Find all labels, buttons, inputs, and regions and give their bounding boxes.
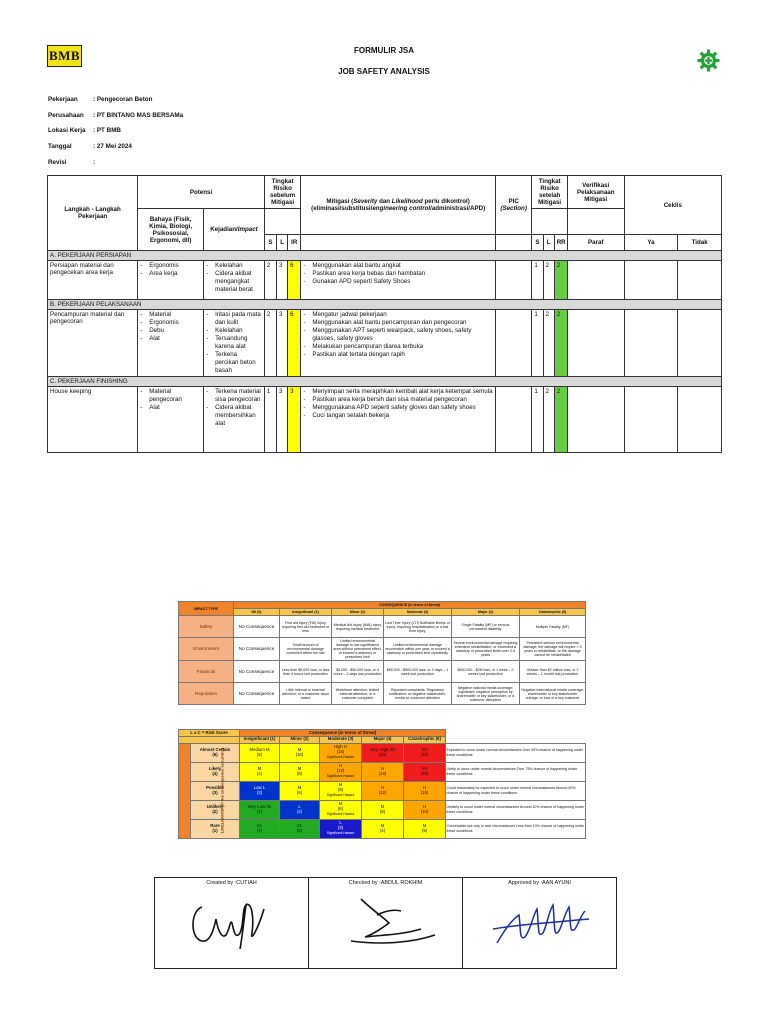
signature-created: [155, 878, 309, 969]
risk-score-cell: [320, 800, 362, 819]
consequence-cell: Multiple Fatality (MF): [520, 616, 586, 638]
likelihood-description: Could reasonably be expected to occur under normal circumstances Around 50% chance of happening under these conditions: [446, 781, 586, 800]
mitigasi-item: - Mengatur jadwal pekerjaan: [303, 311, 493, 319]
risk-level: M: [297, 746, 302, 752]
header-ya: Ya: [624, 235, 678, 251]
signature-aan-icon: [485, 889, 595, 955]
info-row-revisi: [48, 159, 183, 175]
risk-score: (2): [296, 827, 303, 833]
bahaya-item: - Alat: [140, 335, 201, 343]
risk-score: (3): [256, 789, 263, 795]
risk-matrix: [178, 729, 586, 839]
logo-text: BMB: [48, 48, 81, 63]
consequence-table: [178, 601, 586, 705]
risk-score: (12): [336, 768, 345, 774]
s-cell: 2: [264, 261, 276, 300]
risk-score-cell: [320, 743, 362, 762]
risk-level: VL: [256, 822, 263, 828]
l2-cell: 2: [543, 261, 554, 300]
tidak-cell[interactable]: [678, 310, 722, 377]
consequence-cell: Limited environmental damage to low significance area without permanent effect, or exceed a statutory or prescribed limit: [333, 639, 382, 659]
header-tidak: Tidak: [678, 235, 722, 251]
paraf-cell[interactable]: [567, 310, 624, 377]
consequence-cell: Single Fatality (MF) or serious permanent disability: [452, 616, 520, 638]
form-title: FORMULIR JSA: [354, 46, 414, 55]
header-potensi: Potensi: [138, 176, 265, 209]
info-row-tanggal: [48, 143, 183, 159]
header-blank-after: [532, 209, 567, 235]
risk-level: H: [380, 765, 385, 771]
kejadian-item: - Kelelahan: [206, 262, 262, 270]
risk-score: (4): [379, 827, 386, 833]
ir-cell: 3: [288, 387, 301, 453]
risk-score-cell: [362, 800, 404, 819]
risk-score: (12): [378, 789, 387, 795]
kejadian-item: - Iritasi pada mata dan kulit: [206, 311, 262, 327]
risk-level: H: [338, 763, 343, 769]
bahaya-cell: [138, 310, 204, 377]
s2-cell: 1: [532, 310, 543, 377]
risk-level: L: [339, 820, 342, 826]
mitigasi-item: - Menyimpan serta merapihkan kembali alat kerja ketempat semula: [303, 388, 493, 396]
consequence-cell: No Consequence: [234, 616, 280, 638]
header-tingkat-setelah: Tingkat Risiko setelah Mitigasi: [532, 176, 567, 209]
impact-type-header: IMPACT TYPE: [179, 602, 234, 616]
risk-level: Very High VH: [369, 746, 396, 752]
risk-corner: L x C = Risk Score: [179, 730, 240, 737]
risk-score: (6): [296, 789, 303, 795]
header-mitigasi-blank: [301, 235, 496, 251]
risk-row: [179, 743, 586, 762]
header-l2: L: [543, 235, 554, 251]
info-value: : PT BMB: [93, 127, 121, 135]
l-cell: 3: [277, 261, 288, 300]
section-row: [48, 377, 722, 387]
risk-score-cell: [280, 800, 320, 819]
likelihood-description: Expected to occur under normal circumstances Over 90% chance of happening under these conditions: [446, 743, 586, 762]
risk-score-cell: [404, 819, 446, 838]
risk-heading: Consequence (in terms of threat): [240, 730, 446, 737]
s-cell: 1: [264, 387, 276, 453]
likelihood-description: Conceivable but only in rare circumstances Less than 10% chance of happening under these conditions: [446, 819, 586, 838]
header-mitigasi: Mitigasi (Severity dan Likelihood perlu dikontrol) (eliminasi/substitusi/engineering control/administrasi/APD): [301, 176, 496, 235]
info-value: : PT BINTANG MAS BERSAMa: [93, 111, 184, 119]
job-info: [48, 96, 183, 174]
bahaya-cell: [138, 261, 204, 300]
langkah-cell: House keeping: [48, 387, 138, 453]
consequence-category: Financial: [179, 661, 234, 683]
consequence-cell: Greater than $2 million loss, or 2 weeks – 1 month lost production: [520, 661, 586, 683]
header-s2: S: [532, 235, 543, 251]
risk-consequence-col: Minor (2): [280, 736, 320, 743]
risk-consequence-col: Moderate (3): [320, 736, 362, 743]
risk-score: (10): [420, 808, 429, 814]
risk-level: High H: [333, 744, 348, 750]
header-ir: IR: [288, 235, 301, 251]
l2-cell: 2: [543, 310, 554, 377]
consequence-level: Minor (2): [332, 609, 384, 616]
consequence-cell: $500,000 - $2M loss, or 1 week – 2 weeks lost production: [452, 661, 520, 683]
header-tingkat-sebelum: Tingkat Risiko sebelum Mitigasi: [264, 176, 300, 209]
risk-level: M: [257, 765, 262, 771]
risk-score-cell: [240, 762, 280, 781]
consequence-category: Reputation: [179, 683, 234, 705]
consequence-cell: Persistent serious environmental damage; the damage will require > 5 years to rehabilitate, or the damage cannot be rehabilitated: [520, 638, 586, 661]
risk-blank: [446, 730, 586, 744]
likelihood-name: Almost Certain: [199, 746, 231, 752]
signature-approved: [463, 878, 617, 969]
risk-corner-blank: [179, 736, 240, 743]
consequence-row: [179, 638, 586, 661]
risk-score-cell: [320, 762, 362, 781]
likelihood-label: [191, 800, 240, 819]
bahaya-item: - Debu: [140, 327, 201, 335]
header-bahaya: Bahaya (Fisik, Kimia, Biologi, Psikososial, Ergonomi, dll): [138, 209, 204, 251]
risk-level: Very Low VL: [247, 803, 272, 809]
risk-score: (9): [337, 787, 344, 793]
consequence-row: [179, 683, 586, 705]
risk-level: M: [297, 784, 302, 790]
info-row-pekerjaan: [48, 96, 183, 112]
ya-cell[interactable]: [624, 310, 678, 377]
risk-level: H: [422, 803, 427, 809]
risk-score-cell: [362, 819, 404, 838]
consequence-cell: Severe environmental damage requiring extensive rehabilitation; or exceeded a statutory or prescribed limits over 2-5 years: [452, 638, 520, 661]
risk-score: (8): [296, 770, 303, 776]
risk-score: (3): [337, 825, 344, 831]
risk-note: Significant Hazard: [326, 754, 355, 759]
kejadian-item: - Cidera akibat mengangkat material berat: [206, 270, 262, 294]
risk-score: (6): [337, 806, 344, 812]
consequence-cell: No Consequence: [234, 683, 280, 705]
risk-score: (15): [336, 749, 345, 755]
bahaya-item: - Ergonomis: [140, 319, 201, 327]
s2-cell: 1: [532, 387, 543, 453]
rr-cell: 2: [554, 310, 567, 377]
risk-consequence-col: Major (4): [362, 736, 404, 743]
consequence-cell: Lost Time Injury (LTI) Notifiable illness or injury, requiring hospitalisation or a lost time injury: [384, 616, 452, 638]
risk-note: Significant Hazard: [326, 811, 355, 816]
likelihood-num: (3): [212, 789, 218, 795]
info-row-lokasi: [48, 127, 183, 143]
header-paraf: Paraf: [567, 235, 624, 251]
risk-score: (1): [256, 827, 263, 833]
signature-table: [154, 877, 617, 969]
risk-consequence-col: Catastrophic (5): [404, 736, 446, 743]
risk-note: Significant Hazard: [326, 773, 355, 778]
likelihood-description: Unlikely to occur under normal circumstances Around 10% chance of happening under these conditions: [446, 800, 586, 819]
paraf-cell[interactable]: [567, 261, 624, 300]
risk-score: (4): [296, 808, 303, 814]
info-key: Lokasi Kerja: [48, 127, 86, 135]
risk-level: M: [380, 803, 385, 809]
risk-score-cell: [280, 743, 320, 762]
consequence-level: Nil (0): [234, 609, 280, 616]
risk-score-cell: [280, 762, 320, 781]
kejadian-item: - Kelelahan: [206, 327, 262, 335]
bahaya-item: - Area kerja: [140, 270, 201, 278]
created-by-label: Created by :CUTIAH: [206, 880, 257, 886]
rr-cell: 2: [554, 261, 567, 300]
ir-cell: 6: [288, 310, 301, 377]
mitigasi-item: - Menggunakana APD seperti safety gloves dan safety shoes: [303, 404, 493, 412]
kejadian-item: - Terkena material sisa pengecoran: [206, 388, 262, 404]
pic-cell: [495, 387, 531, 453]
header-langkah: Langkah - Langkah Pekerjaan: [48, 176, 138, 251]
safety-gear-icon: [697, 49, 720, 72]
consequence-cell: $50,000 - $500,000 loss, or 2 days – 1 week lost production: [384, 661, 452, 683]
l2-cell: 2: [543, 387, 554, 453]
consequence-header: CONSEQUENCE (in terms of threat): [234, 602, 586, 609]
risk-score: (4): [256, 770, 263, 776]
risk-score-cell: [404, 762, 446, 781]
consequence-level: Catastrophic (5): [520, 609, 586, 616]
risk-row: [179, 781, 586, 800]
header-verifikasi: Verifikasi Pelaksanaan Mitigasi: [567, 176, 624, 209]
mitigasi-item: - Gunakan APD seperti Safety Shoes: [303, 278, 493, 286]
mitigasi-cell: [301, 261, 496, 300]
risk-row: [179, 762, 586, 781]
langkah-cell: Persiapan material dan pengecekan area kerja: [48, 261, 138, 300]
s-cell: 2: [264, 310, 276, 377]
ya-cell[interactable]: [624, 387, 678, 453]
section-title: C. PEKERJAAN FINISHING: [48, 377, 722, 387]
likelihood-name: Possible: [206, 784, 224, 790]
consequence-category: Safety: [179, 616, 234, 638]
l-cell: 3: [277, 310, 288, 377]
header-blank-before: [264, 209, 300, 235]
info-value: : 27 Mei 2024: [93, 143, 132, 151]
consequence-row: [179, 616, 586, 638]
consequence-cell: Little internal or external attention; or a customer issue raised: [280, 683, 332, 705]
ya-cell[interactable]: [624, 261, 678, 300]
bahaya-item: - Material pengecoran: [140, 388, 201, 404]
risk-score: (15): [420, 789, 429, 795]
consequence-cell: Negative international media coverage; shareholder or key stakeholder outrage; or loss of a key customer: [520, 683, 586, 705]
likelihood-label: [191, 762, 240, 781]
rr-cell: 2: [554, 387, 567, 453]
risk-score: (20): [420, 770, 429, 776]
section-row: [48, 251, 722, 261]
kejadian-cell: [204, 387, 265, 453]
risk-level: M: [422, 822, 427, 828]
likelihood-name: Unlikely: [206, 803, 224, 809]
risk-level: VH: [421, 765, 428, 771]
likelihood-name: Likely: [208, 765, 222, 771]
kejadian-cell: [204, 261, 265, 300]
risk-score-cell: [362, 781, 404, 800]
s2-cell: 1: [532, 261, 543, 300]
mitigasi-item: - Menggunakan alat bantu pencampuran dan pengecoran: [303, 319, 493, 327]
consequence-cell: Small amount of environmental damage controlled within the site: [280, 638, 332, 661]
bahaya-cell: [138, 387, 204, 453]
risk-level: Medium M: [249, 746, 270, 752]
approved-by-label: Approved by :AAN AYUNI: [508, 880, 571, 886]
bahaya-item: - Alat: [140, 404, 201, 412]
consequence-cell: $5,000 - $50,000 loss, or 4 hours – 2 days lost production: [332, 661, 384, 683]
risk-level: M: [338, 801, 343, 807]
section-row: [48, 300, 722, 310]
risk-score-cell: [404, 781, 446, 800]
paraf-cell[interactable]: [567, 387, 624, 453]
consequence-cell: No Consequence: [234, 638, 280, 661]
header-ceklis: Ceklis: [624, 176, 721, 235]
header-l: L: [277, 235, 288, 251]
header-blank-verif: [567, 209, 624, 235]
mitigasi-cell: [301, 387, 496, 453]
risk-level: M: [297, 765, 302, 771]
consequence-category: Environment: [179, 638, 234, 661]
tidak-cell[interactable]: [678, 387, 722, 453]
risk-level: M: [338, 782, 343, 788]
risk-level: VL: [296, 822, 303, 828]
consequence-row: [179, 661, 586, 683]
risk-note: Significant Hazard: [326, 830, 355, 835]
signature-abdul-icon: [331, 889, 441, 955]
risk-note: Significant Hazard: [326, 792, 355, 797]
mitigasi-item: - Menggunakan APT seperti wearpack, safety shoes, safety glasses, safety gloves: [303, 327, 493, 343]
risk-score-cell: [280, 819, 320, 838]
risk-level: L: [298, 803, 301, 809]
mitigasi-cell: [301, 310, 496, 377]
risk-score: (10): [295, 751, 304, 757]
kejadian-item: - Tersandung karena alat: [206, 335, 262, 351]
mitigasi-item: - Menggunakan alat bantu angkat: [303, 262, 493, 270]
header-pic-blank: [495, 235, 531, 251]
risk-score: (5): [256, 751, 263, 757]
signature-checked: [309, 878, 463, 969]
header-s: S: [264, 235, 276, 251]
likelihood-num: (4): [212, 770, 218, 776]
info-key: Tanggal: [48, 143, 72, 151]
header-rr: RR: [554, 235, 567, 251]
info-value: : Pengecoran Beton: [93, 96, 153, 103]
risk-level: VH: [421, 746, 428, 752]
consequence-cell: Workforce attention; limited external attention; or a customer complaint: [332, 683, 384, 705]
likelihood-label: [191, 781, 240, 800]
risk-score-cell: [240, 743, 280, 762]
risk-row: [179, 819, 586, 838]
risk-score-cell: [240, 781, 280, 800]
pic-cell: [495, 310, 531, 377]
consequence-level: Major (4): [452, 609, 520, 616]
kejadian-item: - Cidera akibat membersihkan alat: [206, 404, 262, 428]
risk-score-cell: [362, 743, 404, 762]
mitigasi-item: - Melakukan pencampuran diarea terbuka: [303, 343, 493, 351]
risk-score-cell: [404, 800, 446, 819]
kejadian-item: - Terkena percikan beton basah: [206, 351, 262, 375]
table-row: [48, 310, 722, 377]
checked-by-label: Checked by :ABDUL ROKHIM: [348, 880, 423, 886]
risk-score: (16): [378, 770, 387, 776]
risk-score-cell: [240, 800, 280, 819]
likelihood-side-text: LIKELIHOOD (of the consequence occurring): [218, 747, 224, 834]
tidak-cell[interactable]: [678, 261, 722, 300]
consequence-level: Moderate (3): [384, 609, 452, 616]
table-row: [48, 261, 722, 300]
section-title: B. PEKERJAAN PELAKSANAAN: [48, 300, 722, 310]
risk-level: H: [422, 784, 427, 790]
risk-level: H: [380, 784, 385, 790]
mitigasi-item: - Pastikan area kerja bersih dari sisa material pengecoran: [303, 396, 493, 404]
risk-score-cell: [404, 743, 446, 762]
header-pic: PIC (Section): [495, 176, 531, 235]
consequence-cell: Repeated complaints. Regulatory notification; or negative stakeholder, media or customer attention: [384, 683, 452, 705]
pic-cell: [495, 261, 531, 300]
risk-score-cell: [320, 781, 362, 800]
likelihood-description: Likely to occur under normal circumstances Over 75% chance of happening under these conditions: [446, 762, 586, 781]
risk-score-cell: [240, 819, 280, 838]
info-key: Perusahaan: [48, 111, 84, 119]
l-cell: 3: [277, 387, 288, 453]
likelihood-num: (2): [212, 808, 218, 814]
mitigasi-item: - Pastikan alat tertata dengan rapih: [303, 351, 493, 359]
risk-consequence-col: Insignificant (1): [240, 736, 280, 743]
risk-level: Low L: [253, 784, 266, 790]
langkah-cell: Pencampuran material dan pengecoran: [48, 310, 138, 377]
header-kejadian: Kejadian/Impact: [204, 209, 265, 251]
kejadian-cell: [204, 310, 265, 377]
likelihood-num: (1): [212, 827, 218, 833]
info-row-perusahaan: [48, 112, 183, 128]
consequence-cell: First aid injury (FAI) Injury requiring first aid treatment or less: [280, 616, 332, 638]
likelihood-label: [191, 819, 240, 838]
mitigasi-item: - Pastikan area kerja bebas dari hambatan: [303, 270, 493, 278]
consequence-cell: Negative national media coverage; significant, negative perception by shareholder or key stakeholder; or a customer disruption: [452, 683, 520, 705]
likelihood-label: [191, 743, 240, 762]
form-subtitle: JOB SAFETY ANALYSIS: [338, 67, 430, 76]
consequence-cell: No Consequence: [234, 661, 280, 683]
info-value: :: [93, 158, 96, 166]
section-title: A. PEKERJAAN PERSIAPAN: [48, 251, 722, 261]
jsa-table: [47, 175, 722, 453]
consequence-level: Insignificant (1): [280, 609, 332, 616]
ir-cell: 6: [288, 261, 301, 300]
risk-score-cell: [320, 819, 362, 838]
bahaya-item: - Ergonomis: [140, 262, 201, 270]
consequence-cell: Less than $5,000 loss, or less than 4 hours lost production: [280, 661, 332, 683]
risk-score-cell: [280, 781, 320, 800]
risk-score: (2): [256, 808, 263, 814]
info-key: Revisi: [48, 158, 67, 166]
signature-cutiah-icon: [182, 889, 282, 955]
likelihood-num: (5): [212, 751, 218, 757]
likelihood-name: Rare: [210, 822, 220, 828]
info-key: Pekerjaan: [48, 96, 78, 103]
table-row: [48, 387, 722, 453]
risk-score-cell: [362, 762, 404, 781]
consequence-cell: Limited environmental damage recoverable within one year, or exceed a statutory or prescribed limit repeatedly: [384, 638, 452, 661]
risk-row: [179, 800, 586, 819]
risk-score: (8): [379, 808, 386, 814]
mitigasi-item: - Cuci tangan setalah bekerja: [303, 412, 493, 420]
consequence-cell: Medical Aid Injury (MAI) Injury requiring medical treatment: [332, 616, 384, 638]
risk-score: (5): [421, 827, 428, 833]
risk-score: (25): [420, 751, 429, 757]
bahaya-item: - Material: [140, 311, 201, 319]
risk-score: (20): [378, 751, 387, 757]
risk-level: M: [380, 822, 385, 828]
